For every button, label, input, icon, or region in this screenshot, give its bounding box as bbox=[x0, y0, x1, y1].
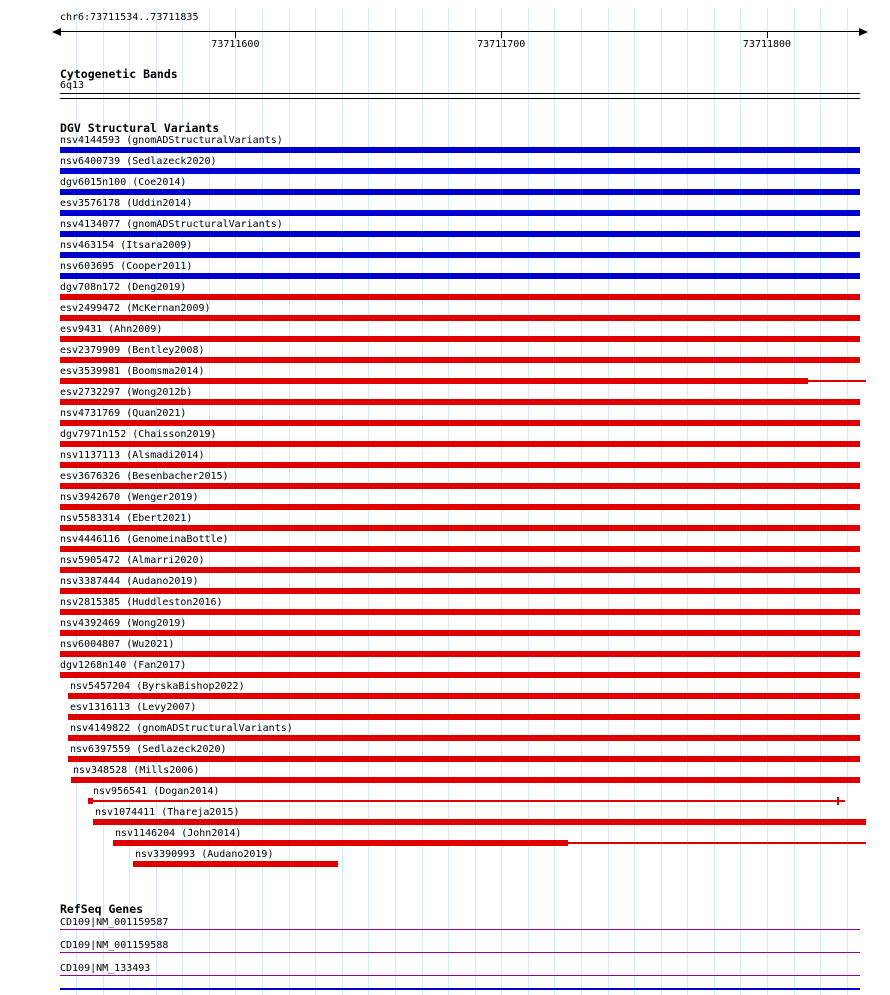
variant-label: nsv3390993 (Audano2019) bbox=[135, 849, 274, 860]
gene-line[interactable] bbox=[60, 975, 860, 976]
variant-label: esv3676326 (Besenbacher2015) bbox=[60, 471, 229, 482]
variant-label: nsv2815385 (Huddleston2016) bbox=[60, 597, 223, 608]
variant-bar[interactable] bbox=[60, 294, 860, 300]
variants-title: DGV Structural Variants bbox=[60, 121, 220, 135]
variant-label: nsv956541 (Dogan2014) bbox=[93, 786, 220, 797]
variant-bar[interactable] bbox=[60, 189, 860, 195]
variant-label: nsv4392469 (Wong2019) bbox=[60, 618, 187, 629]
variant-bar[interactable] bbox=[60, 336, 860, 342]
gridline bbox=[475, 8, 476, 995]
variant-label: nsv4134077 (gnomADStructuralVariants) bbox=[60, 219, 283, 230]
variant-label: nsv463154 (Itsara2009) bbox=[60, 240, 193, 251]
variant-bar[interactable] bbox=[60, 420, 860, 426]
variant-bar[interactable] bbox=[60, 147, 860, 153]
variant-bar[interactable] bbox=[68, 714, 860, 720]
gridline bbox=[368, 8, 369, 995]
ruler-tick-label: 73711700 bbox=[477, 39, 526, 50]
ruler-tick-label: 73711600 bbox=[211, 39, 260, 50]
gene-line[interactable] bbox=[60, 929, 860, 930]
gridline bbox=[581, 8, 582, 995]
variant-label: nsv4149822 (gnomADStructuralVariants) bbox=[70, 723, 293, 734]
variant-bar[interactable] bbox=[60, 525, 860, 531]
variant-bar[interactable] bbox=[60, 567, 860, 573]
gridline bbox=[289, 8, 290, 995]
variant-label: esv1316113 (Levy2007) bbox=[70, 702, 197, 713]
variant-label: esv3576178 (Uddin2014) bbox=[60, 198, 193, 209]
variant-label: nsv1074411 (Thareja2015) bbox=[95, 807, 240, 818]
variant-bar[interactable] bbox=[93, 819, 866, 825]
variant-label: nsv1146204 (John2014) bbox=[115, 828, 242, 839]
variant-end-tick[interactable] bbox=[837, 797, 839, 805]
variant-bar[interactable] bbox=[60, 504, 860, 510]
variant-bar[interactable] bbox=[60, 231, 860, 237]
variant-label: nsv6400739 (Sedlazeck2020) bbox=[60, 156, 217, 167]
ruler-arrow-right-icon bbox=[859, 28, 868, 36]
gridline bbox=[794, 8, 795, 995]
variant-bar[interactable] bbox=[60, 630, 860, 636]
variant-label: dgv7971n152 (Chaisson2019) bbox=[60, 429, 217, 440]
variant-label: nsv3942670 (Wenger2019) bbox=[60, 492, 199, 503]
gene-label: CD109|NM_001159587 bbox=[60, 917, 169, 928]
variant-label: nsv3387444 (Audano2019) bbox=[60, 576, 199, 587]
gridline bbox=[528, 8, 529, 995]
variant-bar[interactable] bbox=[60, 210, 860, 216]
variant-label: nsv5583314 (Ebert2021) bbox=[60, 513, 193, 524]
variant-bar[interactable] bbox=[60, 252, 860, 258]
variant-label: dgv708n172 (Deng2019) bbox=[60, 282, 187, 293]
variant-label: dgv6015n100 (Coe2014) bbox=[60, 177, 187, 188]
gridline bbox=[501, 8, 502, 995]
variant-bar[interactable] bbox=[68, 693, 860, 699]
cytoband-label: 6q13 bbox=[60, 80, 85, 91]
gridline bbox=[315, 8, 316, 995]
ruler-tick bbox=[501, 31, 502, 38]
variant-bar[interactable] bbox=[60, 609, 860, 615]
variant-label: esv9431 (Ahn2009) bbox=[60, 324, 163, 335]
gridline bbox=[820, 8, 821, 995]
variant-bar[interactable] bbox=[60, 483, 860, 489]
variant-bar[interactable] bbox=[68, 735, 860, 741]
gridline bbox=[448, 8, 449, 995]
gridline bbox=[661, 8, 662, 995]
variant-bar[interactable] bbox=[60, 168, 860, 174]
variant-label: nsv4446116 (GenomeinaBottle) bbox=[60, 534, 229, 545]
ruler-arrow-left-icon bbox=[52, 28, 61, 36]
gridline bbox=[554, 8, 555, 995]
variant-label: nsv5457204 (ByrskaBishop2022) bbox=[70, 681, 245, 692]
variant-bar[interactable] bbox=[68, 756, 860, 762]
gridline bbox=[740, 8, 741, 995]
cytoband-box[interactable] bbox=[60, 93, 860, 99]
gridline bbox=[262, 8, 263, 995]
gridline bbox=[847, 8, 848, 995]
variant-label: esv2499472 (McKernan2009) bbox=[60, 303, 211, 314]
variant-label: nsv1137113 (Alsmadi2014) bbox=[60, 450, 205, 461]
variant-line[interactable] bbox=[568, 842, 866, 844]
gridline bbox=[422, 8, 423, 995]
genes-title: RefSeq Genes bbox=[60, 902, 144, 916]
gene-label: CD109|NM_001159588 bbox=[60, 940, 169, 951]
variant-bar[interactable] bbox=[60, 651, 860, 657]
gridline bbox=[767, 8, 768, 995]
variant-bar[interactable] bbox=[60, 546, 860, 552]
variant-bar[interactable] bbox=[60, 672, 860, 678]
variant-bar[interactable] bbox=[60, 441, 860, 447]
gridline bbox=[342, 8, 343, 995]
gene-line[interactable] bbox=[60, 952, 860, 953]
variant-bar[interactable] bbox=[60, 588, 860, 594]
variant-label: esv3539981 (Boomsma2014) bbox=[60, 366, 205, 377]
variant-bar[interactable] bbox=[88, 798, 93, 804]
variant-bar[interactable] bbox=[60, 273, 860, 279]
variant-label: nsv4731769 (Quan2021) bbox=[60, 408, 187, 419]
gridline bbox=[634, 8, 635, 995]
ruler-tick bbox=[767, 31, 768, 38]
variant-label: nsv4144593 (gnomADStructuralVariants) bbox=[60, 135, 283, 146]
gridline bbox=[714, 8, 715, 995]
ruler-tick-label: 73711800 bbox=[742, 39, 792, 50]
gridline bbox=[235, 8, 236, 995]
cytobands-title: Cytogenetic Bands bbox=[60, 67, 178, 81]
gridline bbox=[687, 8, 688, 995]
ruler-tick bbox=[235, 31, 236, 38]
ruler-line bbox=[60, 31, 860, 32]
variant-bar[interactable] bbox=[60, 378, 808, 384]
variant-line[interactable] bbox=[88, 800, 845, 802]
track-baseline bbox=[60, 988, 860, 990]
variant-label: nsv6004807 (Wu2021) bbox=[60, 639, 175, 650]
variant-label: esv2732297 (Wong2012b) bbox=[60, 387, 193, 398]
variant-bar[interactable] bbox=[60, 315, 860, 321]
variant-bar[interactable] bbox=[71, 777, 860, 783]
variant-bar[interactable] bbox=[60, 357, 860, 363]
variant-bar[interactable] bbox=[113, 840, 568, 846]
variant-bar[interactable] bbox=[133, 861, 338, 867]
variant-label: nsv348528 (Mills2006) bbox=[73, 765, 200, 776]
variant-label: nsv6397559 (Sedlazeck2020) bbox=[70, 744, 227, 755]
variant-bar[interactable] bbox=[60, 462, 860, 468]
variant-label: nsv5905472 (Almarri2020) bbox=[60, 555, 205, 566]
variant-label: dgv1268n140 (Fan2017) bbox=[60, 660, 187, 671]
gridline bbox=[395, 8, 396, 995]
region-label: chr6:73711534..73711835 bbox=[60, 12, 199, 23]
variant-label: nsv603695 (Cooper2011) bbox=[60, 261, 193, 272]
variant-bar[interactable] bbox=[60, 399, 860, 405]
variant-label: esv2379909 (Bentley2008) bbox=[60, 345, 205, 356]
gridline bbox=[608, 8, 609, 995]
gene-label: CD109|NM_133493 bbox=[60, 963, 151, 974]
variant-line[interactable] bbox=[808, 380, 866, 382]
